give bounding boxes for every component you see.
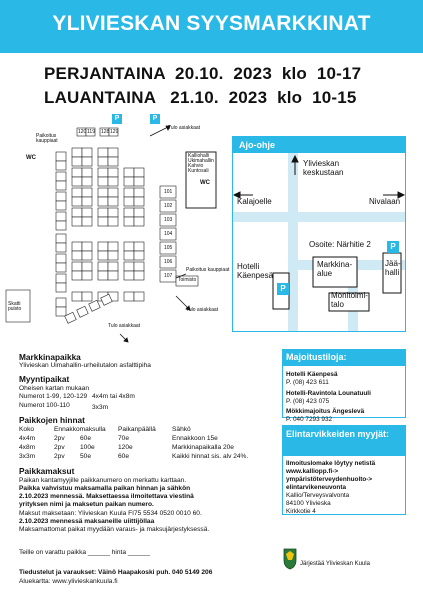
hotel-name: Mökkimajoitus Ängeslevä [286, 408, 365, 415]
hotel-name: Hotelli Käenpesä [286, 371, 338, 378]
tulo-label: Tulo asiakkaat [108, 323, 141, 329]
directions-panel [232, 136, 406, 332]
price-cell: 50e [80, 453, 92, 460]
coat-of-arms-icon [283, 548, 297, 570]
kalliohalli-label: Kalliohalli Ukimahallin Kahvio Kuntosali [188, 153, 214, 174]
price-cell: 4x8m [19, 444, 36, 451]
parking-icon: P [277, 283, 289, 295]
area-map-link[interactable]: Aluekartta: www.ylivieskankuula.fi [19, 578, 118, 585]
price-cell: Markkinapaikalla 20e [172, 444, 234, 451]
price-cell: 70e [118, 435, 130, 442]
price-cell: 120e [118, 444, 133, 451]
parking-icon: P [150, 114, 160, 124]
ylivieska-label: Ylivieskan keskustaan [303, 159, 344, 177]
stall-number: 107 [164, 273, 173, 279]
nivalaan-label: Nivalaan [369, 197, 401, 206]
markkinapaikka-title: Markkinapaikka [19, 352, 81, 362]
price-cell: 4x4m [19, 435, 36, 442]
price-cell: 3x3m [19, 453, 36, 460]
monitoimitalo-label: Monitoimi- talo [331, 291, 368, 309]
elintarvike-line: Kirkkotie 4 [286, 508, 316, 515]
price-cell: 100e [80, 444, 95, 451]
maksut-line: 2.10.2023 mennessä maksaneille uiittijöllaa [19, 518, 155, 525]
myyntipaikat-size: 3x3m [92, 404, 109, 411]
myyntipaikat-line: Oheisen kartan mukaan [19, 385, 90, 392]
price-cell: 60e [118, 453, 130, 460]
stall-number: 119 [87, 129, 95, 135]
price-cell: 2pv [54, 444, 65, 451]
myyntipaikat-line: Numerot 1-99, 120-129 [19, 393, 88, 400]
price-cell: Ennakkoon 15e [172, 435, 218, 442]
maksut-line: yrityksen nimi ja maksetun paikan numero. [19, 501, 154, 508]
hotel-name: Hotelli-Ravintola Lounatuuli [286, 390, 371, 397]
stall-number: 105 [164, 245, 173, 251]
directions-title: Ajo-ohje [233, 137, 405, 153]
maksut-line: Paikan kantamyyjille paikkanumero on merkattu karttaan. [19, 477, 187, 484]
maksut-line: 2.10.2023 mennessä. Maksettaessa ilmoitettava viestinä [19, 493, 194, 500]
page-title: YLIVIESKAN SYYSMARKKINAT [52, 12, 371, 35]
price-header: Paikanpäällä [118, 426, 156, 433]
ice-hall-label: Jää- halli [385, 259, 401, 277]
price-header: Ennakkomaksulla [54, 426, 106, 433]
maksut-line: Maksut maksetaan: Ylivieskan Kuula FI75 5534 0520 0010 60. [19, 510, 202, 517]
tulo-label: Tulo asiakkaat [168, 125, 201, 131]
maksut-title: Paikkamaksut [19, 466, 75, 476]
skatti-label: Skatti puisto [8, 301, 22, 312]
hotel-label: Hotelli Käenpesä [237, 262, 274, 280]
tulo-label: Tulo asiakkaat [186, 307, 219, 313]
majoitus-title: Majoitustiloja: [282, 349, 406, 365]
maksut-line: Maksamattomat paikat myydään varaus- ja maksujärjestyksessä. [19, 526, 210, 533]
date-friday: PERJANTAINA 20.10. 2023 klo 10-17 [44, 64, 362, 83]
stall-number: 106 [164, 259, 173, 265]
myyntipaikat-line: Numerot 100-110 [19, 402, 70, 409]
markkinapaikka-text: Ylivieskan Uimahallin-urheilutalon asfalttipiha [19, 362, 151, 369]
elintarvike-line: Kallio/Terveysvalvonta [286, 492, 350, 499]
elintarvike-title: Elintarvikkeiden myyjät: [282, 425, 406, 455]
price-cell: Kaikki hinnat sis. alv 24%. [172, 453, 249, 460]
hotel-phone: P. (08) 423 075 [286, 398, 330, 405]
market-area-label: Markkina- alue [317, 260, 353, 278]
stall-number: 128 [101, 129, 110, 135]
stall-number: 102 [164, 203, 173, 209]
paikoitus-label: Paikoitus kauppiaat [186, 267, 230, 273]
price-header: Sähkö [172, 426, 191, 433]
myyntipaikat-size: 4x4m tai 4x8m [92, 393, 135, 400]
price-cell: 60e [80, 435, 92, 442]
toimisto-label: Toimisto [178, 277, 197, 283]
parking-icon: P [387, 241, 399, 253]
stall-number: 120 [78, 129, 87, 135]
header-banner [0, 0, 423, 53]
reserved-line: Teille on varattu paikka ______ hinta ______ [19, 549, 150, 556]
wc-label: WC [200, 180, 210, 186]
address-label: Osoite: Närhitie 2 [309, 240, 371, 249]
elintarvike-line: ympäristöterveydenhuolto-> [286, 476, 373, 483]
elintarvike-line: elintarvikeneuvonta [286, 484, 347, 491]
contact-line: Tiedustelut ja varaukset: Väinö Haapakoski puh. 040 5149 206 [19, 569, 213, 576]
price-header: Koko [19, 426, 35, 433]
elintarvike-link[interactable]: www.kalliopp.fi-> [286, 468, 339, 475]
kalajoelle-label: Kalajoelle [237, 197, 272, 206]
stall-number: 101 [164, 189, 173, 195]
elintarvike-line: 84100 Ylivieska [286, 500, 331, 507]
price-cell: 2pv [54, 435, 65, 442]
stall-number: 129 [110, 129, 119, 135]
elintarvike-line: Ilmoituslomake löytyy netistä [286, 460, 376, 467]
stall-number: 104 [164, 231, 173, 237]
wc-label: WC [26, 155, 36, 161]
hotel-phone: P. (08) 423 611 [286, 379, 329, 386]
price-cell: 2pv [54, 453, 65, 460]
maksut-line: Paikka vahvistuu maksamalla paikan hinnan ja sähkön [19, 485, 191, 492]
hotel-phone: P. 040 7293 932 [286, 416, 333, 423]
parking-icon: P [112, 114, 122, 124]
stall-number: 103 [164, 217, 173, 223]
hinnat-title: Paikkojen hinnat [19, 415, 85, 425]
date-saturday: LAUANTAINA 21.10. 2023 klo 10-15 [44, 88, 357, 107]
myyntipaikat-title: Myyntipaikat [19, 374, 70, 384]
paikoitus-label: Paikoitus kauppiaat [36, 133, 58, 144]
organizer-label: Järjestää Ylivieskan Kuula [300, 561, 370, 567]
